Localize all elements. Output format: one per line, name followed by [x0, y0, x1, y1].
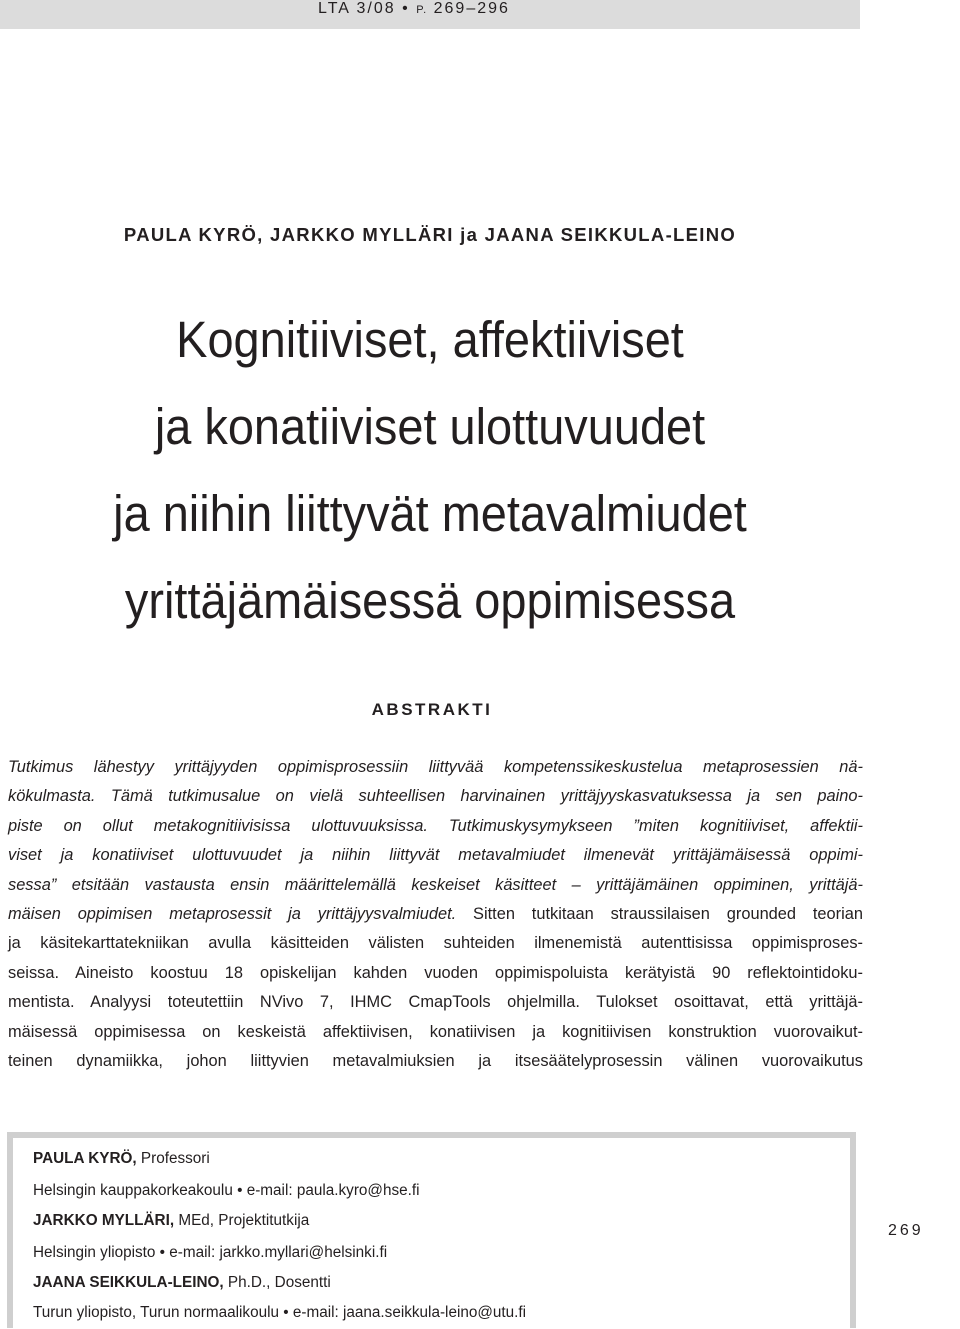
- page-number: 269: [888, 1222, 924, 1239]
- author-2-line: [33, 1212, 309, 1230]
- abstract-line-upright: Sitten tutkitaan straussilaisen grounded teorian: [456, 905, 863, 924]
- abstract-line: mäisessä oppimisessa on keskeistä affektiivisen, konatiivisen ja kognitiivisen konstruktion vuorovaikut-: [8, 1022, 863, 1041]
- abstract-heading: ABSTRAKTI: [371, 700, 493, 719]
- abstract-line-italic: mäisen oppimisen metaprosessit ja yrittäjyysvalmiudet.: [8, 905, 457, 924]
- author-1-line: [33, 1150, 210, 1168]
- abstract-line: [8, 900, 863, 929]
- author-2-name: JARKKO MYLLÄRI,: [33, 1212, 175, 1229]
- author-2-role: MEd, Projektitutkija: [174, 1212, 310, 1229]
- author-2-affiliation: Helsingin yliopisto • e-mail: jarkko.myllari@helsinki.fi: [33, 1244, 388, 1261]
- abstract-line: teinen dynamiikka, johon liittyvien metavalmiuksien ja itsesäätelyprosessin välinen vuorovaikutus: [8, 1052, 863, 1071]
- page-range: 269–296: [433, 0, 510, 17]
- running-header: [318, 0, 558, 17]
- abstract-line: piste on ollut metakognitiivisissa ulottuvuuksissa. Tutkimuskysymykseen ”miten kognitiiviset, affektii-: [8, 816, 863, 835]
- abstract-line: Tutkimus lähestyy yrittäjyyden oppimisprosessiin liittyvää kompetenssikeskustelua metaprosessien nä-: [8, 758, 863, 776]
- abstract-line: ja käsitekarttatekniikan avulla käsitteiden välisten suhteiden ilmenemistä autenttisissa oppimisproses-: [8, 934, 863, 953]
- title-line: ja niihin liittyvät metavalmiudet: [113, 485, 747, 542]
- author-3-affiliation: Turun yliopisto, Turun normaalikoulu • e-mail: jaana.seikkula-leino@utu.fi: [33, 1304, 527, 1321]
- title-line: Kognitiiviset, affektiiviset: [176, 311, 684, 368]
- author-info-box: [7, 1132, 856, 1328]
- abstract-line: mentista. Analyysi toteutettiin NVivo 7, IHMC CmapTools ohjelmilla. Tulokset osoittavat, että yrittäjä-: [8, 993, 863, 1012]
- abstract-line: viset ja konatiiviset ulottuvuudet ja niihin liittyvät metavalmiudet ilmenevät yrittäjämäisessä oppimi-: [8, 846, 863, 865]
- article-authors: PAULA KYRÖ, JARKKO MYLLÄRI ja JAANA SEIKKULA-LEINO: [123, 224, 737, 245]
- abstract-line: seissa. Aineisto koostuu 18 opiskelijan kahden vuoden oppimispoluista kerätyistä 90 reflektointidoku-: [8, 963, 863, 982]
- title-line: ja konatiiviset ulottuvuudet: [154, 398, 706, 455]
- author-3-role: Ph.D., Dosentti: [223, 1274, 331, 1291]
- article-title: [34, 296, 825, 644]
- title-line: yrittäjämäisessä oppimisessa: [124, 572, 736, 629]
- journal-issue: LTA 3/08: [318, 0, 396, 17]
- abstract-text: [8, 753, 863, 1076]
- author-1-role: Professori: [136, 1150, 210, 1167]
- header-bullet: •: [402, 0, 410, 17]
- author-1-affiliation: Helsingin kauppakorkeakoulu • e-mail: paula.kyro@hse.fi: [33, 1182, 420, 1199]
- abstract-line: [8, 782, 863, 811]
- pages-abbrev: P.: [416, 4, 428, 16]
- author-3-line: [33, 1274, 331, 1292]
- author-3-name: JAANA SEIKKULA-LEINO,: [33, 1274, 224, 1291]
- abstract-line-italic: kökulmasta. Tämä tutkimusalue on vielä suhteellisen harvinainen yrittäjyyskasvatuksessa ja sen paino-: [8, 787, 863, 806]
- author-1-name: PAULA KYRÖ,: [33, 1150, 137, 1167]
- abstract-line: sessa” etsitään vastausta ensin määrittelemällä keskeiset käsitteet – yrittäjämäinen oppiminen, yrittäjä-: [8, 875, 863, 894]
